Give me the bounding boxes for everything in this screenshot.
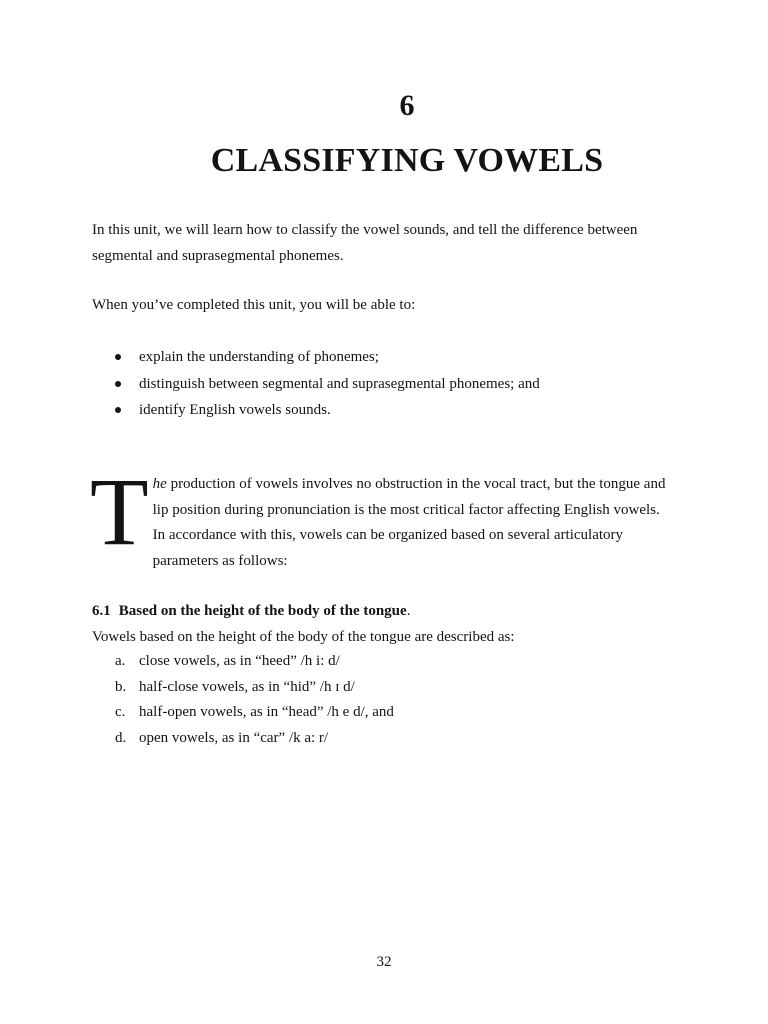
chapter-number: 6 bbox=[399, 89, 415, 122]
section-number: 6.1 bbox=[92, 603, 111, 619]
opening-lead-italic: he bbox=[152, 476, 167, 492]
bullet-icon bbox=[115, 381, 121, 387]
list-item bbox=[115, 675, 394, 701]
list-item bbox=[112, 397, 540, 424]
opening-text: production of vowels involves no obstruction in the vocal tract, but the tongue and lip position during pronunciation is the most critical factor affecting English vowels. In accordance with this, vowels can be organized based on several articulatory parameters as follows: bbox=[152, 476, 666, 569]
chapter-title: CLASSIFYING VOWELS bbox=[210, 142, 604, 179]
list-item bbox=[112, 371, 540, 398]
opening-paragraph bbox=[90, 458, 672, 574]
vowel-height-list bbox=[115, 649, 394, 751]
list-marker: b. bbox=[115, 678, 127, 695]
list-item-text: open vowels, as in “car” /k a: r/ bbox=[139, 729, 329, 746]
list-item-text: close vowels, as in “heed” /h i: d/ bbox=[139, 653, 340, 669]
list-item bbox=[115, 726, 394, 752]
list-item-text: explain the understanding of phonemes; bbox=[139, 349, 379, 365]
section-intro: Vowels based on the height of the body of the tongue are described as: bbox=[92, 629, 515, 645]
section-title: Based on the height of the body of the tongue bbox=[118, 603, 407, 619]
learning-outcomes-list bbox=[112, 344, 540, 424]
list-item-text: identify English vowels sounds. bbox=[139, 402, 331, 418]
list-item bbox=[112, 344, 540, 371]
list-item-text: half-close vowels, as in “hid” /h ɪ d/ bbox=[139, 678, 355, 695]
list-marker: c. bbox=[115, 704, 126, 720]
bullet-icon bbox=[115, 354, 121, 360]
list-item bbox=[115, 649, 394, 675]
list-item-text: distinguish between segmental and suprasegmental phonemes; and bbox=[139, 375, 540, 392]
list-marker: a. bbox=[115, 653, 126, 669]
learning-outcomes-lead: When you’ve completed this unit, you will be able to: bbox=[92, 297, 416, 313]
intro-paragraph: In this unit, we will learn how to classify the vowel sounds, and tell the difference between segmental and suprasegmental phonemes. bbox=[92, 222, 638, 264]
bullet-icon bbox=[115, 407, 121, 413]
list-item-text: half-open vowels, as in “head” /h e d/, and bbox=[139, 704, 394, 720]
section-title-period: . bbox=[406, 603, 411, 619]
section-heading bbox=[92, 598, 410, 624]
list-marker: d. bbox=[115, 729, 127, 746]
page-number: 32 bbox=[376, 954, 392, 970]
drop-cap-letter: T bbox=[90, 458, 149, 565]
list-item bbox=[115, 700, 394, 726]
